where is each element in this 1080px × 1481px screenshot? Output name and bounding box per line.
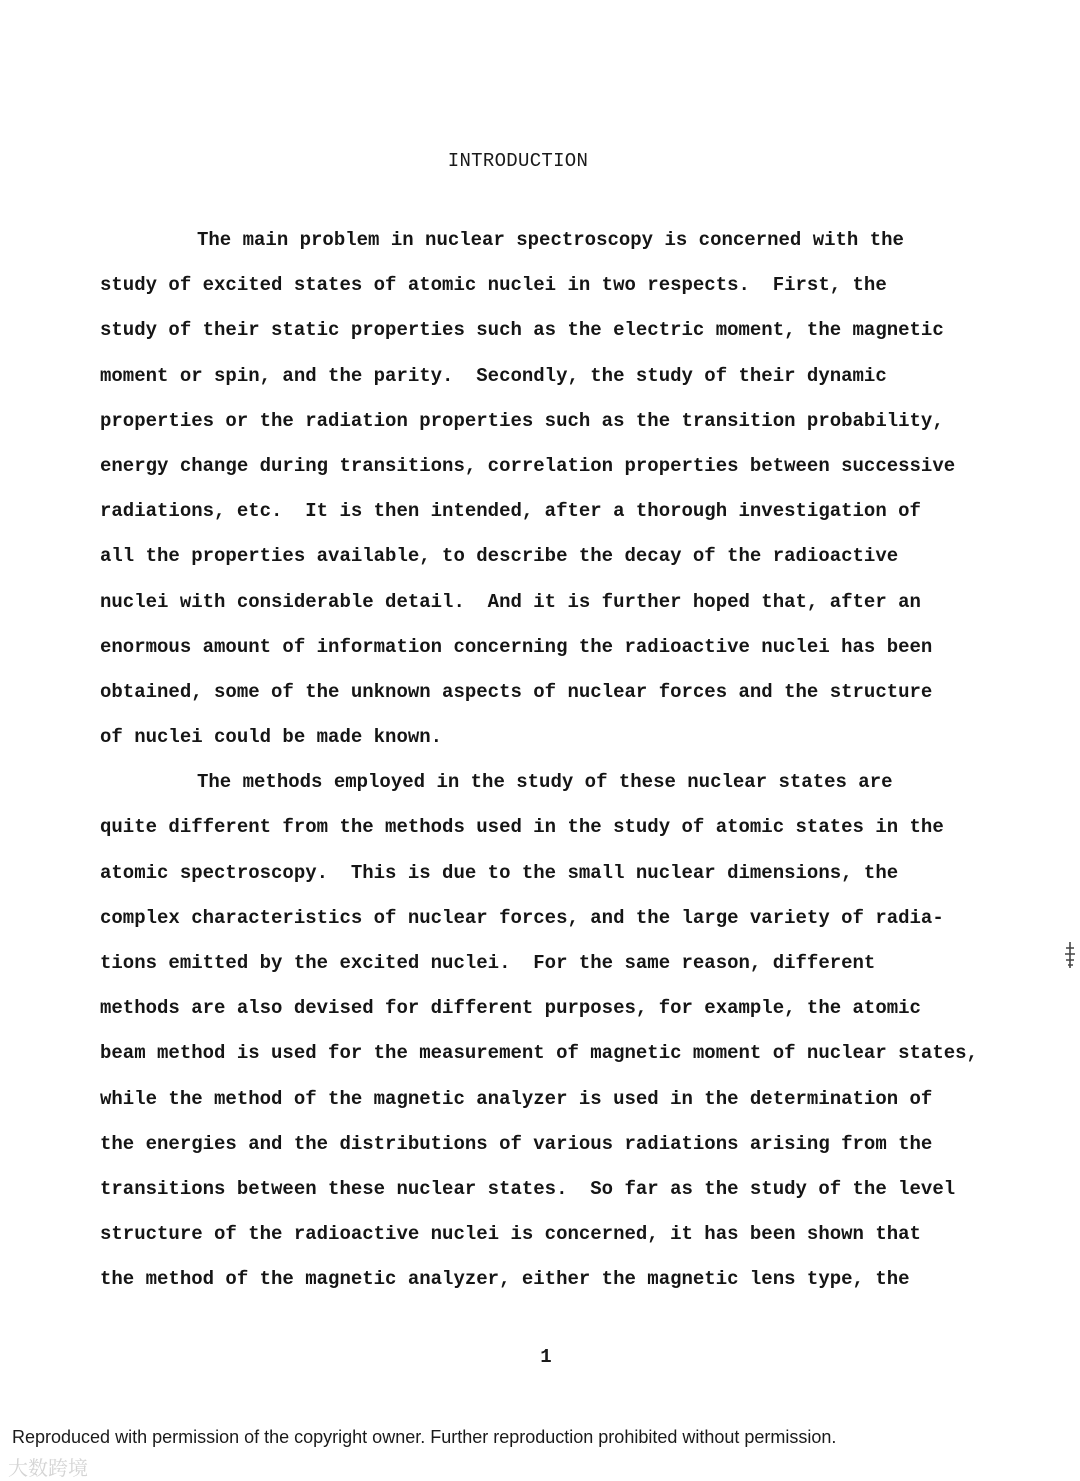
text-line: while the method of the magnetic analyzer is used in the determination of xyxy=(100,1087,933,1110)
text-line: of nuclei could be made known. xyxy=(100,726,443,749)
text-line: tions emitted by the excited nuclei. For the same reason, different xyxy=(100,952,876,974)
text-line: all the properties available, to describe the decay of the radioactive xyxy=(100,545,899,568)
text-line: energy change during transitions, correlation properties between successive xyxy=(100,454,956,477)
body-text xyxy=(100,218,1060,1303)
text-line: The methods employed in the study of these nuclear states are xyxy=(197,771,893,794)
text-line: beam method is used for the measurement of magnetic moment of nuclear states, xyxy=(100,1042,978,1065)
text-line: study of excited states of atomic nuclei in two respects. First, the xyxy=(100,274,887,297)
page-number: 1 xyxy=(540,1346,552,1368)
text-line: nuclei with considerable detail. And it is further hoped that, after an xyxy=(100,590,921,613)
text-line: the method of the magnetic analyzer, either the magnetic lens type, the xyxy=(100,1268,910,1291)
text-line: obtained, some of the unknown aspects of nuclear forces and the structure xyxy=(100,680,933,703)
text-line: methods are also devised for different purposes, for example, the atomic xyxy=(100,997,921,1020)
text-line: complex characteristics of nuclear forces, and the large variety of radia- xyxy=(100,906,944,929)
text-line: moment or spin, and the parity. Secondly, the study of their dynamic xyxy=(100,364,887,387)
text-line: radiations, etc. It is then intended, after a thorough investigation of xyxy=(100,500,921,523)
text-line: properties or the radiation properties such as the transition probability, xyxy=(100,409,944,432)
scan-artifact-icon xyxy=(1064,940,1076,970)
text-line: The main problem in nuclear spectroscopy is concerned with the xyxy=(197,229,904,251)
section-heading: INTRODUCTION xyxy=(447,150,589,172)
text-line: enormous amount of information concerning the radioactive nuclei has been xyxy=(100,635,933,658)
text-line: atomic spectroscopy. This is due to the small nuclear dimensions, the xyxy=(100,861,899,884)
text-line: structure of the radioactive nuclei is concerned, it has been shown that xyxy=(100,1223,921,1246)
watermark-logo: 大数跨境 xyxy=(8,1456,88,1480)
text-line: study of their static properties such as the electric moment, the magnetic xyxy=(100,319,944,342)
copyright-notice: Reproduced with permission of the copyright owner. Further reproduction prohibited without permission. xyxy=(12,1427,837,1447)
text-line: the energies and the distributions of various radiations arising from the xyxy=(100,1132,933,1155)
text-line: transitions between these nuclear states. So far as the study of the level xyxy=(100,1177,956,1200)
text-line: quite different from the methods used in the study of atomic states in the xyxy=(100,816,944,839)
